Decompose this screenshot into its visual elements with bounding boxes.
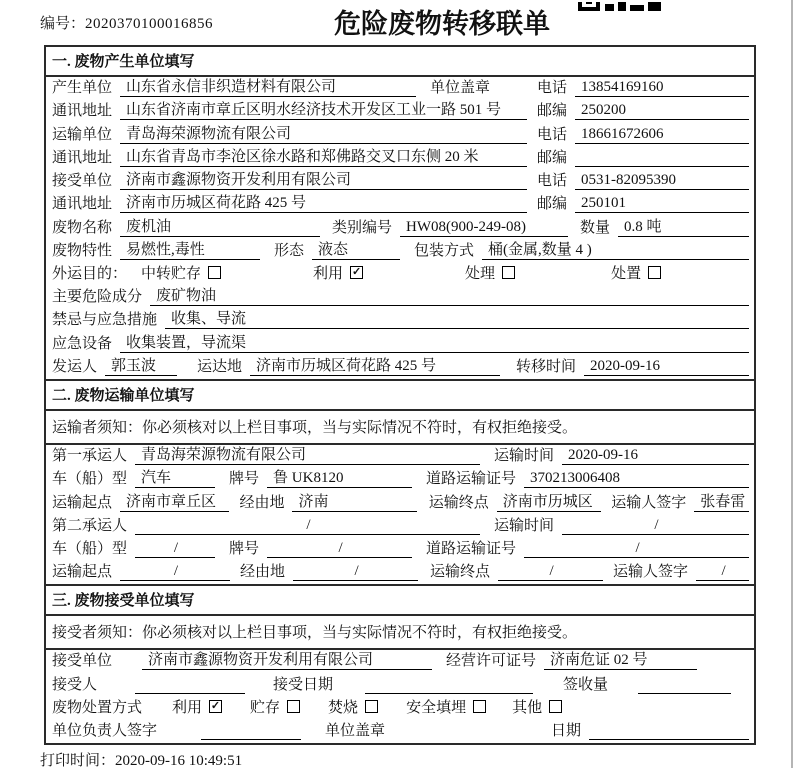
accept-person-value	[135, 674, 245, 694]
waste-name-row	[46, 216, 754, 239]
vehicle-type2-row	[46, 538, 754, 561]
receiver-zip-value: 250101	[575, 193, 749, 213]
section1-header: 一. 废物产生单位填写	[46, 47, 754, 77]
page-right-edge	[791, 0, 793, 768]
treat-label: 处理	[465, 265, 496, 282]
utilize-label: 利用	[313, 265, 344, 282]
qr-code-fragment	[578, 0, 662, 10]
first-carrier-label: 第一承运人	[52, 448, 128, 465]
route2-end-label: 运输终点	[430, 564, 491, 581]
received-qty-label: 签收量	[563, 676, 609, 693]
producer-unit-label: 产生单位	[52, 80, 113, 97]
transporter-notice: 运输者须知：你必须核对以上栏目事项，当与实际情况不符时，有权拒绝接受。	[46, 411, 754, 445]
receiver-address-label: 通讯地址	[52, 196, 113, 213]
disposal-storage-checkbox[interactable]	[287, 700, 300, 713]
route1-via-label: 经由地	[239, 494, 285, 511]
sender-label: 发运人	[52, 358, 98, 375]
vehicle-type-row	[46, 468, 754, 491]
transfer-purpose-label: 外运目的：	[52, 265, 128, 282]
vehicle-type-value: 汽车	[135, 468, 215, 488]
emergency-measures-row	[46, 309, 754, 332]
transporter-unit-label: 运输单位	[52, 126, 113, 143]
print-time-value: 2020-09-16 10:49:51	[115, 753, 243, 769]
route2-start-value: /	[120, 561, 230, 581]
disposal-option-other	[512, 696, 562, 717]
producer-zip-label: 邮编	[537, 103, 568, 120]
receiver-unit-label: 接受单位	[52, 173, 113, 190]
second-carrier-label: 第二承运人	[52, 517, 128, 534]
section2-header: 二. 废物运输单位填写	[46, 379, 754, 411]
transport-time2-label: 运输时间	[494, 517, 555, 534]
sign-date-value	[589, 720, 749, 740]
disposal-landfill-label: 安全填埋	[406, 699, 467, 716]
receiver-unit-value: 济南市鑫源物资开发利用有限公司	[120, 170, 527, 190]
receiver-address-row	[46, 193, 754, 216]
main-hazard-value: 废矿物油	[150, 286, 749, 306]
producer-address-label: 通讯地址	[52, 103, 113, 120]
disposal-incinerate-checkbox[interactable]	[365, 700, 378, 713]
route1-sign-label: 运输人签字	[611, 494, 687, 511]
transfer-storage-label: 中转贮存	[141, 265, 202, 282]
operating-license-label: 经营许可证号	[446, 653, 537, 670]
waste-traits-row	[46, 240, 754, 263]
first-carrier-value: 青岛海荣源物流有限公司	[135, 445, 480, 465]
doc-number-label: 编号：	[40, 16, 86, 32]
sender-value: 郭玉波	[105, 356, 177, 376]
transporter-zip-label: 邮编	[537, 149, 568, 166]
page-title: 危险废物转移联单	[334, 9, 550, 39]
route1-end-value: 济南市历城区	[497, 492, 601, 512]
qr-code-icon	[578, 2, 662, 12]
route1-via-value: 济南	[292, 492, 416, 512]
treat-checkbox[interactable]	[502, 266, 515, 279]
vehicle-type2-value: /	[135, 538, 215, 558]
dispatch-row	[46, 356, 754, 379]
disposal-landfill-checkbox[interactable]	[473, 700, 486, 713]
transporter-address-label: 通讯地址	[52, 149, 113, 166]
accept-unit-row	[46, 650, 754, 673]
disposal-method-label: 废物处置方式	[52, 699, 143, 716]
road-license2-label: 道路运输证号	[426, 540, 517, 557]
waste-qty-value: 0.8 吨	[618, 217, 749, 237]
disposal-other-checkbox[interactable]	[549, 700, 562, 713]
disposal-option-incinerate	[328, 696, 378, 717]
transporter-phone-value: 18661672606	[575, 124, 749, 144]
waste-code-value: HW08(900-249-08)	[400, 217, 568, 237]
route1-start-value: 济南市章丘区	[120, 492, 229, 512]
transport-time2-value: /	[562, 515, 749, 535]
route2-end-value: /	[498, 561, 603, 581]
emergency-measures-value: 收集、导流	[165, 309, 749, 329]
accept-date-value	[365, 674, 533, 694]
transfer-time-label: 转移时间	[516, 358, 577, 375]
accept-person-row	[46, 673, 754, 696]
transport-time-label: 运输时间	[494, 448, 555, 465]
disposal-option-utilize	[172, 696, 222, 717]
accept-person-label: 接受人	[52, 676, 98, 693]
waste-qty-label: 数量	[580, 219, 611, 236]
road-license2-value: /	[524, 538, 749, 558]
producer-unit-row	[46, 77, 754, 100]
transporter-address-row	[46, 147, 754, 170]
route1-row	[46, 491, 754, 514]
main-hazard-label: 主要危险成分	[52, 289, 143, 306]
waste-traits-value: 易燃性,毒性	[120, 240, 260, 260]
destination-value: 济南市历城区荷花路 425 号	[250, 356, 500, 376]
receiver-zip-label: 邮编	[537, 196, 568, 213]
utilize-checkbox[interactable]: ✓	[351, 265, 362, 278]
section3-header: 三. 废物接受单位填写	[46, 584, 754, 616]
waste-traits-label: 废物特性	[52, 242, 113, 259]
doc-number-value: 2020370100016856	[85, 16, 214, 32]
transporter-unit-value: 青岛海荣源物流有限公司	[120, 124, 527, 144]
unit-seal2-label: 单位盖章	[325, 723, 386, 740]
waste-pack-value: 桶(金属,数量 4 )	[482, 240, 749, 260]
first-carrier-row	[46, 445, 754, 468]
transport-time-value: 2020-09-16	[562, 445, 749, 465]
waste-form-value: 液态	[312, 240, 400, 260]
responsible-sign-label: 单位负责人签字	[52, 723, 158, 740]
destination-label: 运达地	[197, 358, 243, 375]
manifest-form	[44, 45, 756, 745]
plate-number2-label: 牌号	[229, 540, 260, 557]
signature-row	[46, 720, 754, 743]
plate-number-label: 牌号	[229, 471, 260, 488]
disposal-option-landfill	[406, 696, 486, 717]
receiver-phone-value: 0531-82095390	[575, 170, 749, 190]
vehicle-type-label: 车（船）型	[52, 471, 128, 488]
route2-via-label: 经由地	[240, 564, 286, 581]
route2-row	[46, 561, 754, 584]
road-license-label: 道路运输证号	[426, 471, 517, 488]
producer-unit-value: 山东省永信非织造材料有限公司	[120, 77, 416, 97]
sign-date-label: 日期	[551, 723, 582, 740]
waste-code-label: 类别编号	[332, 219, 393, 236]
waste-name-label: 废物名称	[52, 219, 113, 236]
purpose-option-treat	[465, 262, 515, 283]
producer-address-row	[46, 100, 754, 123]
route1-start-label: 运输起点	[52, 494, 113, 511]
second-carrier-row	[46, 515, 754, 538]
doc-number	[40, 12, 213, 33]
print-time-label: 打印时间：	[40, 753, 116, 769]
transfer-purpose-row	[46, 263, 754, 286]
road-license-value: 370213006408	[524, 468, 749, 488]
transfer-storage-checkbox[interactable]	[208, 266, 221, 279]
vehicle-type2-label: 车（船）型	[52, 540, 128, 557]
operating-license-value: 济南危证 02 号	[544, 650, 697, 670]
producer-zip-value: 250200	[575, 100, 749, 120]
waste-pack-label: 包装方式	[414, 242, 475, 259]
transporter-unit-row	[46, 123, 754, 146]
emergency-measures-label: 禁忌与应急措施	[52, 312, 158, 329]
disposal-storage-label: 贮存	[250, 699, 281, 716]
disposal-incinerate-label: 焚烧	[328, 699, 359, 716]
dispose-checkbox[interactable]	[648, 266, 661, 279]
waste-name-value: 废机油	[120, 217, 320, 237]
emergency-equipment-row	[46, 332, 754, 355]
unit-seal-label: 单位盖章	[430, 80, 491, 97]
plate-number2-value: /	[267, 538, 412, 558]
plate-number-value: 鲁 UK8120	[267, 468, 412, 488]
receiver-notice: 接受者须知：你必须核对以上栏目事项，当与实际情况不符时，有权拒绝接受。	[46, 616, 754, 650]
disposal-utilize-label: 利用	[172, 699, 203, 716]
accept-date-label: 接受日期	[273, 676, 334, 693]
second-carrier-value: /	[135, 515, 480, 535]
dispose-label: 处置	[611, 265, 642, 282]
emergency-equipment-label: 应急设备	[52, 335, 113, 352]
producer-phone-label: 电话	[537, 80, 568, 97]
route1-end-label: 运输终点	[428, 494, 489, 511]
purpose-option-transfer-storage	[141, 262, 221, 283]
print-time	[40, 749, 242, 770]
transporter-phone-label: 电话	[537, 126, 568, 143]
transfer-time-value: 2020-09-16	[584, 356, 749, 376]
accept-unit-label: 接受单位	[52, 653, 113, 670]
disposal-option-storage	[250, 696, 300, 717]
transporter-zip-value	[575, 147, 749, 167]
receiver-phone-label: 电话	[537, 173, 568, 190]
transporter-address-value: 山东省青岛市李沧区徐水路和郑佛路交叉口东侧 20 米	[120, 147, 527, 167]
receiver-unit-row	[46, 170, 754, 193]
route2-sign-value: /	[696, 561, 749, 581]
waste-form-label: 形态	[274, 242, 305, 259]
accept-unit-value: 济南市鑫源物资开发利用有限公司	[142, 650, 432, 670]
responsible-sign-value	[201, 720, 301, 740]
disposal-utilize-checkbox[interactable]: ✓	[210, 699, 221, 712]
producer-phone-value: 13854169160	[575, 77, 749, 97]
producer-address-value: 山东省济南市章丘区明水经济技术开发区工业一路 501 号	[120, 100, 527, 120]
route1-sign-value: 张春雷	[694, 492, 749, 512]
receiver-address-value: 济南市历城区荷花路 425 号	[120, 193, 527, 213]
route2-sign-label: 运输人签字	[613, 564, 689, 581]
disposal-method-row	[46, 697, 754, 720]
route2-via-value: /	[293, 561, 418, 581]
main-hazard-row	[46, 286, 754, 309]
purpose-option-dispose	[611, 262, 661, 283]
route2-start-label: 运输起点	[52, 564, 113, 581]
purpose-option-utilize	[313, 262, 363, 283]
emergency-equipment-value: 收集装置，导流渠	[120, 333, 749, 353]
received-qty-value	[638, 674, 731, 694]
disposal-other-label: 其他	[512, 699, 543, 716]
